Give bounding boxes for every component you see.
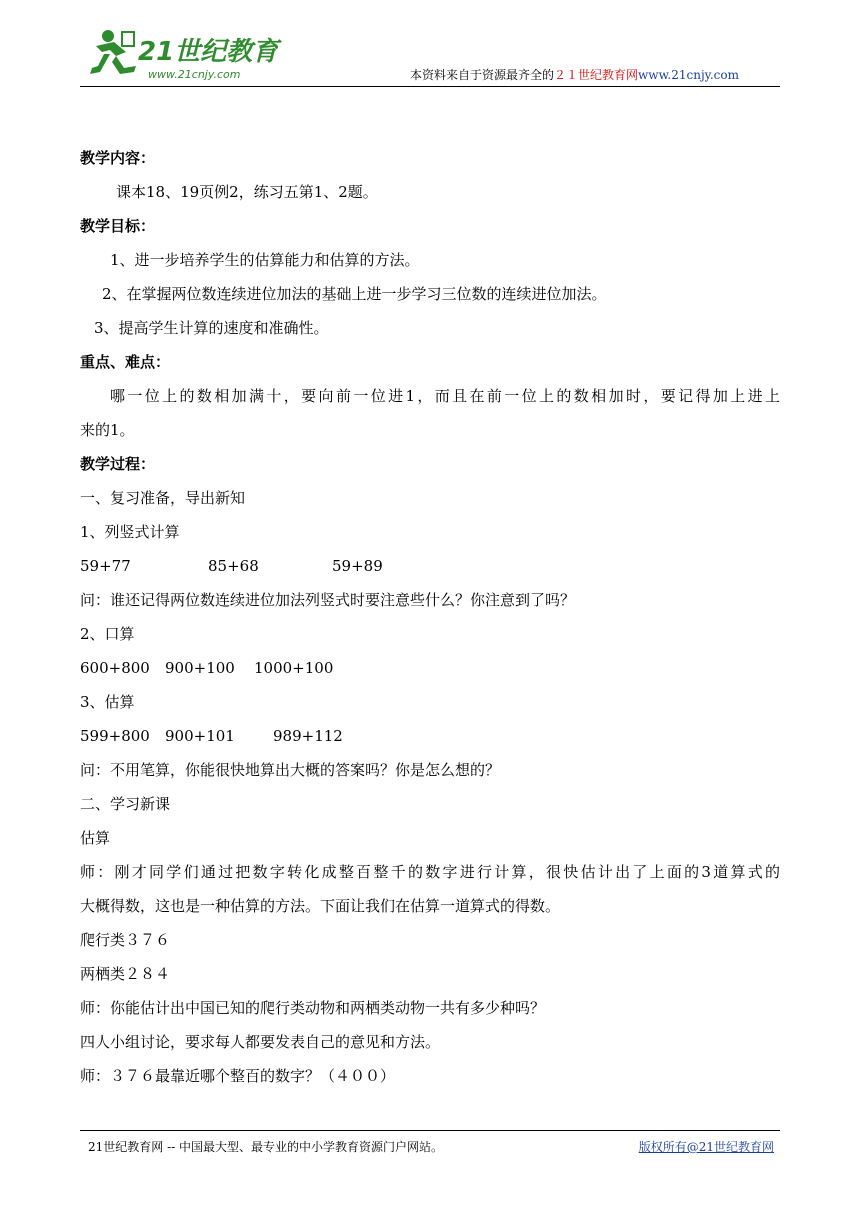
calc-expression: 85+68 [208,557,259,575]
estimate-label: 估算 [80,829,111,847]
section-2-title: 二、学习新课 [80,795,171,813]
heading-key-points: 重点、难点： [80,353,171,371]
calc-row-2 [80,651,780,685]
item-2: 2、口算 [80,625,135,643]
teacher-line-2: 师：你能估计出中国已知的爬行类动物和两栖类动物一共有多少种吗？ [80,999,546,1017]
calc-expression: 989+112 [273,727,343,745]
source-url-link[interactable]: www.21cnjy.com [638,68,739,82]
heading-goals: 教学目标： [80,217,156,235]
heading-content: 教学内容： [80,149,156,167]
group-discussion: 四人小组讨论，要求每人都要发表自己的意见和方法。 [80,1033,441,1051]
item-1: 1、列竖式计算 [80,523,180,541]
teacher-line-1a: 师：刚才同学们通过把数字转化成整百整千的数字进行计算，很快估计出了上面的3道算式的 [80,863,780,881]
lesson-content [80,141,780,1093]
footer-rule [80,1130,780,1131]
item-3: 3、估算 [80,693,135,711]
calc-expression: 1000+100 [254,659,334,677]
amphibians-count: 两栖类２８４ [80,965,171,983]
goal-3: 3、提高学生计算的速度和准确性。 [94,319,329,337]
heading-process: 教学过程： [80,455,156,473]
calc-expression: 59+77 [80,557,131,575]
key-line-1: 哪一位上的数相加满十，要向前一位进1，而且在前一位上的数相加时，要记得加上进上 [110,387,780,405]
footer-site-description: 21世纪教育网 -- 中国最大型、最专业的中小学教育资源门户网站。 [88,1140,444,1154]
goal-2: 2、在掌握两位数连续进位加法的基础上进一步学习三位数的连续进位加法。 [102,285,607,303]
content-line: 课本18、19页例2，练习五第1、2题。 [116,183,378,201]
header-rule [80,86,780,87]
calc-expression: 600+800 [80,659,150,677]
header-source-note: 本资料来自于资源最齐全的２１世纪教育网www.21cnjy.com [410,68,739,82]
calc-expression: 900+100 [165,659,235,677]
source-brand: ２１世纪教育网 [554,68,639,82]
calc-row-1 [80,549,780,583]
calc-expression: 59+89 [332,557,383,575]
question-2: 问：不用笔算，你能很快地算出大概的答案吗？你是怎么想的？ [80,761,501,779]
svg-text:www.21cnjy.com: www.21cnjy.com [148,68,241,81]
question-1: 问：谁还记得两位数连续进位加法列竖式时要注意些什么？你注意到了吗？ [80,591,576,609]
calc-expression: 599+800 [80,727,150,745]
teacher-line-3: 师：３７６最靠近哪个整百的数字？（４００） [80,1067,396,1085]
footer-copyright-link[interactable]: 版权所有@21世纪教育网 [638,1140,774,1154]
calc-row-3 [80,719,780,753]
teacher-line-1b: 大概得数，这也是一种估算的方法。下面让我们在估算一道算式的得数。 [80,897,561,915]
calc-expression: 900+101 [165,727,235,745]
key-line-2: 来的1。 [80,421,135,439]
goal-1: 1、进一步培养学生的估算能力和估算的方法。 [110,251,420,269]
site-logo[interactable] [86,22,286,86]
svg-text:21世纪教育: 21世纪教育 [138,37,279,67]
section-1-title: 一、复习准备，导出新知 [80,489,246,507]
running-figure-icon [90,30,136,74]
reptiles-count: 爬行类３７６ [80,931,171,949]
